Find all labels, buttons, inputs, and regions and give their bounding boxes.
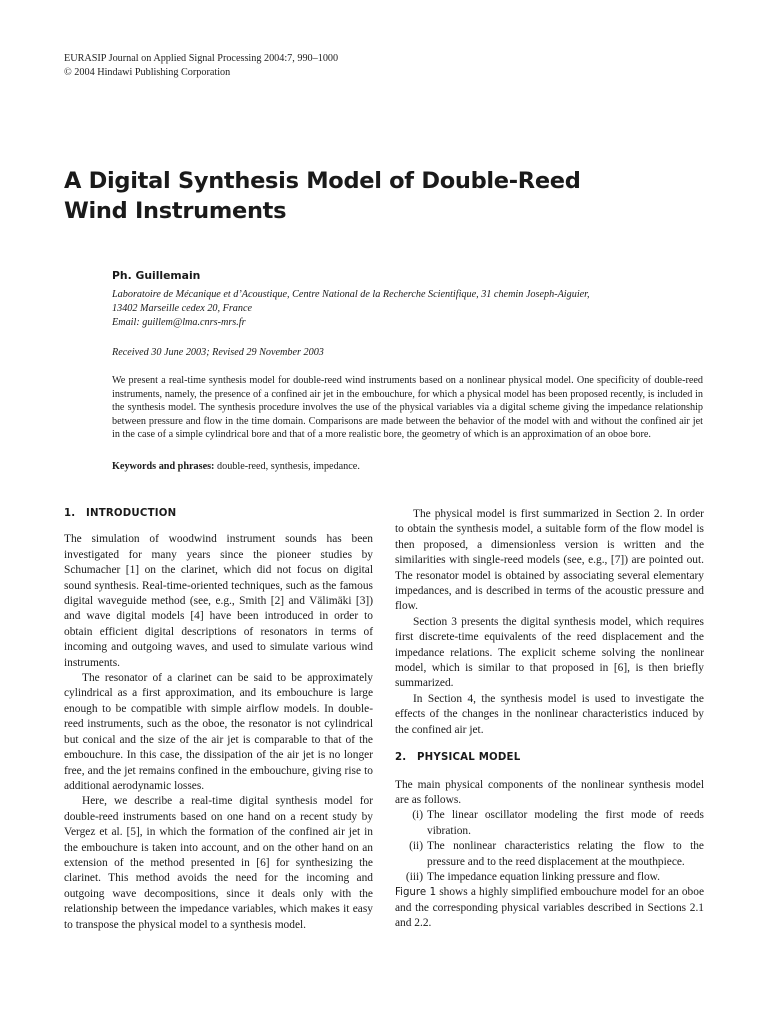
section-2-heading bbox=[395, 750, 704, 765]
keywords bbox=[112, 461, 360, 472]
component-list bbox=[395, 808, 704, 885]
intro-paragraph-2: The resonator of a clarinet can be said to be approximately cylindrical as a first approximation, and its embouchure is large enough to be compatible with simple airflow models. In double-reed instruments, such as the oboe, the resonator is not cylindrical but conical and the size of the air jet is comparable to that of the embouchure. In this case, the dissipation of the air jet is no longer free, and the jet remains confined in the embouchure, giving rise to additional aerodynamic losses. bbox=[64, 672, 373, 792]
section-1-number: 1. bbox=[64, 508, 76, 519]
section-2-number: 2. bbox=[395, 752, 407, 764]
figure-ref-text: shows a highly simplified embouchure model for an oboe and the corresponding physical variables described in Sections 2.1 and 2.2. bbox=[395, 886, 704, 930]
list-item bbox=[395, 870, 704, 885]
keywords-label: Keywords and phrases: bbox=[112, 461, 215, 472]
received-dates: Received 30 June 2003; Revised 29 November 2003 bbox=[112, 347, 324, 358]
p6-text-a: In bbox=[413, 692, 428, 705]
section-1-title: INTRODUCTION bbox=[86, 508, 177, 519]
section-4-link[interactable]: Section 4 bbox=[427, 692, 474, 705]
title-line-2: Wind Instruments bbox=[64, 198, 287, 224]
right-column bbox=[395, 507, 704, 932]
list-item-number: (iii) bbox=[405, 870, 423, 883]
list-item-number: (i) bbox=[412, 809, 423, 822]
left-column bbox=[64, 506, 373, 933]
list-item-number: (ii) bbox=[409, 840, 423, 853]
physical-model-intro: The main physical components of the nonlinear synthesis model are as follows. bbox=[395, 778, 704, 806]
section-2-title: PHYSICAL MODEL bbox=[417, 752, 521, 764]
affiliation-line-2: 13402 Marseille cedex 20, France bbox=[112, 303, 253, 314]
journal-header bbox=[64, 52, 338, 80]
section-3-link[interactable]: Section 3 bbox=[413, 615, 458, 628]
p5-text: presents the digital synthesis model, which requires first discrete-time equivalents of the reed displacement and the impedance relations. The explicit scheme solving the nonlinear model, which is similar to that proposed in [6], is then briefly summarized. bbox=[395, 615, 704, 690]
intro-paragraph-4 bbox=[395, 507, 704, 615]
list-item-text: The nonlinear characteristics relating the flow to the pressure and to the reed displacement at the mouthpiece. bbox=[427, 840, 704, 868]
intro-paragraph-6 bbox=[395, 692, 704, 738]
list-item bbox=[395, 839, 704, 870]
intro-paragraph-3: Here, we describe a real-time digital synthesis model for double-reed instruments based on one hand on a recent study by Vergez et al. [5], in which the formation of the confined air jet in the embouchure is taken into account, and on the other hand on an extension of the method presented in [6] for synthesizing the clarinet. This method avoids the need for the incoming and outgoing wave decompositions, since it deals only with the relationship between the impedance variables, which makes it easy to transpose the physical model to a synthesis model. bbox=[64, 795, 373, 931]
copyright-line: © 2004 Hindawi Publishing Corporation bbox=[64, 67, 231, 78]
figure-1-link[interactable]: Figure 1 bbox=[395, 887, 437, 899]
p4-text-a: The physical model is first summarized in bbox=[413, 508, 616, 520]
section-1-heading bbox=[64, 506, 373, 521]
intro-paragraph-5 bbox=[395, 615, 704, 692]
journal-line: EURASIP Journal on Applied Signal Processing 2004:7, 990–1000 bbox=[64, 53, 339, 64]
list-item bbox=[395, 808, 704, 839]
section-2-link[interactable]: Section 2 bbox=[615, 508, 660, 520]
email-line: Email: guillem@lma.cnrs-mrs.fr bbox=[112, 317, 246, 328]
keywords-text: double-reed, synthesis, impedance. bbox=[217, 461, 360, 472]
p6-text-b: , the synthesis model is used to investigate the effects of the changes in the nonlinear characteristics induced by the confined air jet. bbox=[395, 692, 704, 736]
abstract: We present a real-time synthesis model for double-reed wind instruments based on a nonlinear physical model. One specificity of double-reed instruments, namely, the presence of a confined air jet in the embouchure, for which a physical model has been proposed recently, is included in the synthesis model. The synthesis procedure involves the use of the physical variables via a digital scheme giving the impedance relationship between pressure and flow in the time domain. Comparisons are made between the behavior of the model with and without the confined air jet in the case of a simple cylindrical bore and that of a more realistic bore, the geometry of which is an approximation of an oboe bore. bbox=[112, 375, 703, 441]
intro-paragraph-1: The simulation of woodwind instrument sounds has been investigated for many years since the pioneer studies by Schumacher [1] on the clarinet, which did not focus on digital sound synthesis. Real-time-oriented techniques, such as the famous digital waveguide method (see, e.g., Smith [2] and Välimäki [3]) and wave digital models [4] have been introduced in order to obtain efficient digital descriptions of resonators in terms of incoming and outgoing waves, and used to simulate various wind instruments. bbox=[64, 533, 373, 669]
author-name: Ph. Guillemain bbox=[112, 269, 201, 282]
list-item-text: The impedance equation linking pressure and flow. bbox=[427, 870, 661, 883]
p4-text-b: . In order to obtain the synthesis model, a suitable form of the flow model is then proposed, a dimensionless version is written and the similarities with single-reed models (see, e.g., [7]) are pointed out. The resonator model is obtained by associating several elementary impedances, and is described in terms of the acoustic pressure and flow. bbox=[395, 508, 704, 613]
list-item-text: The linear oscillator modeling the first mode of reeds vibration. bbox=[427, 809, 704, 837]
figure-reference-paragraph bbox=[395, 885, 704, 931]
affiliation-line-1: Laboratoire de Mécanique et d’Acoustique, Centre National de la Recherche Scientifique, 31 chemin Joseph-Aiguier, bbox=[112, 289, 590, 300]
paper-title bbox=[64, 166, 704, 226]
affiliation bbox=[112, 288, 712, 330]
title-line-1: A Digital Synthesis Model of Double-Reed bbox=[64, 168, 581, 194]
